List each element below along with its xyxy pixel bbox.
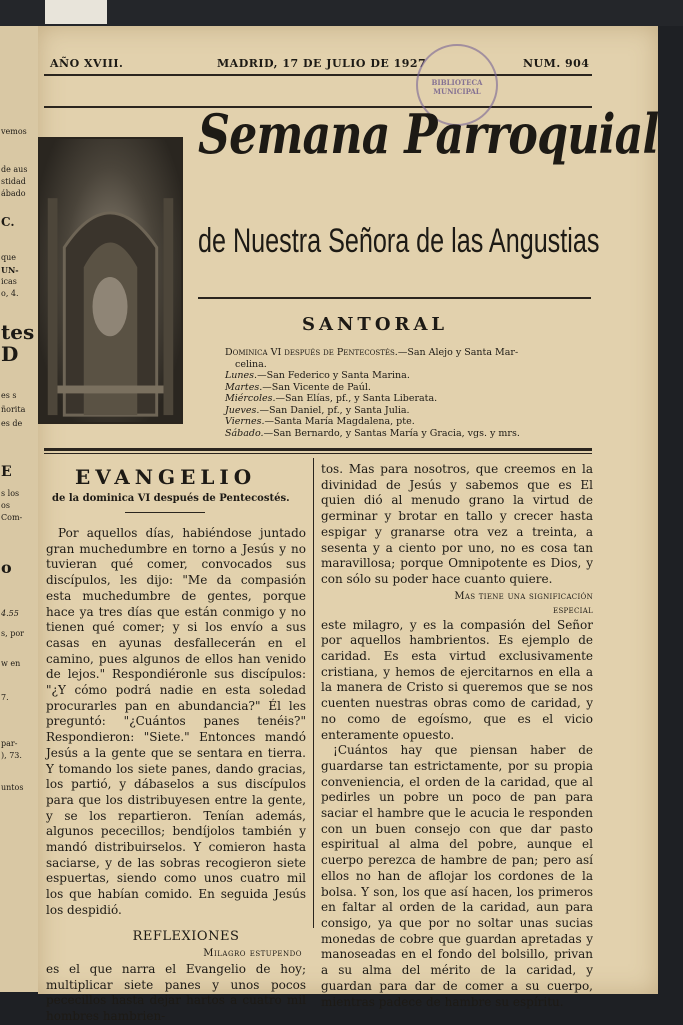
santoral-entry xyxy=(225,416,595,428)
santoral-day: Lunes. xyxy=(225,370,258,381)
right-paragraph-2: este milagro, y es la compasión del Señor por aquellos hambrientos. Es ejemplo de caridad. Es esta virtud exclusivamente cristiana, y hemos de ejercitarnos en ella a la manera de Cristo si queremos que se nos cuenten nuestras obras como de caridad, y no como de egoísmo, que es el vicio enteramente opuesto. xyxy=(321,617,593,742)
left-fragment: w en xyxy=(1,659,21,668)
left-fragment: untos xyxy=(1,783,24,792)
reflexiones-heading: REFLEXIONES xyxy=(132,928,240,944)
evangelio-subtitle: de la dominica VI después de Pentecostés. xyxy=(52,493,290,504)
section-divider xyxy=(44,448,592,451)
santoral-saints: —San Vicente de Paúl. xyxy=(262,381,371,393)
santoral-saints: —San Daniel, pf., y Santa Julia. xyxy=(259,404,410,416)
evangelio-subrule xyxy=(125,512,205,513)
right-paragraph-3: ¡Cuántos hay que piensan haber de guardarse tan estrictamente, por su propia conveniencia, el orden de la caridad, que al pedirles un pobre un poco de pan para saciar el hambre que le acucia le responden con un buen consejo con que dar pasto espiritual al alma del pobre, aunque el cuerpo perezca de hambre de pan; pero así ellos no han de aflojar los cordones de la bolsa. Y son, los que así hacen, los primeros en faltar al orden de la caridad, aun para consigo, ya que por no soltar unas sucias monedas de cobre que guardan apretadas y manoseadas en el fondo del bolsillo, privan a su alma del mérito de la caridad, y guardan para dar de comer a su cuerpo, mientras padece de hambre su espíritu. xyxy=(321,743,593,1009)
evangelio-title: EVANGELIO xyxy=(75,465,257,489)
santoral-day: Dominica VI después de Pentecostés. xyxy=(225,347,398,358)
issue-date: MADRID, 17 DE JULIO DE 1927 xyxy=(217,57,427,70)
issue-number: NUM. 904 xyxy=(523,57,590,70)
left-fragment: s los xyxy=(1,489,20,498)
santoral-day: Viernes. xyxy=(225,416,265,427)
milagro-text: es el que narra el Evangelio de hoy; multiplicar siete panes y unos pocos pececillos hasta dejar hartos a cuatro mil hombres hambrien- xyxy=(46,961,306,1024)
left-fragment: icas xyxy=(1,277,17,286)
masthead-rule xyxy=(198,297,591,299)
left-fragment: 7. xyxy=(1,693,9,702)
santoral-saints: —San Alejo y Santa Mar- xyxy=(397,347,519,358)
left-fragment: es s xyxy=(1,391,17,400)
issue-year: AÑO XVIII. xyxy=(50,57,124,70)
santoral-day: Sábado. xyxy=(225,427,264,439)
left-fragment: ñorita xyxy=(1,405,26,414)
left-fragment: stidad xyxy=(1,177,26,186)
santoral-entry xyxy=(225,382,595,394)
santoral-saints: —San Bernardo, y Santas María y Gracia, vgs. y mrs. xyxy=(263,427,520,439)
adjacent-page-edge xyxy=(0,26,40,992)
evangelio-body: Por aquellos días, habiéndose juntado gran muchedumbre en torno a Jesús y no tuvieran qué comer, convocados sus discípulos, les dijo: "Me da compasión esta muchedumbre de gentes, porque hace ya tres días que están conmigo y no tienen qué comer; y si los envío a sus casas en ayunas desfallecerán en el camino, pues algunos de ellos han venido de lejos." Respondiéronle sus discípulos: "¿Y cómo podrá nadie en esta soledad procurarles pan en abundancia?" Él les preguntó: "¿Cuántos panes tenéis?" Respondieron: "Siete." Entonces mandó Jesús a la gente que se sentara en tierra. Y tomando los siete panes, dando gracias, los partió, y dábaselos a sus discípulos para que los distribuyesen entre la gente, y se los repartieron. Tenían además, algunos pececillos; bendíjolos también y mandó distribuirselos. Y comieron hasta saciarse, y de las sobras recogieron siete espuertas, siendo como unos cuatro mil los que habían comido. En seguida Jesús los despidió. xyxy=(46,526,306,917)
left-fragment: ), 73. xyxy=(1,751,22,760)
left-fragment: D xyxy=(1,342,19,366)
santoral-saints: —San Federico y Santa Marina. xyxy=(257,370,410,381)
milagro-heading: Milagro estupendo xyxy=(203,948,302,960)
santoral-entry xyxy=(225,428,595,440)
santoral-entry xyxy=(225,370,595,382)
left-fragment: 4.55 xyxy=(1,609,19,618)
left-fragment: s, por xyxy=(1,629,24,638)
santoral-entry xyxy=(225,359,595,371)
santoral-day: Jueves. xyxy=(225,404,260,416)
church-altar-photo xyxy=(38,137,183,424)
page-tab xyxy=(45,0,107,24)
left-fragment: tes xyxy=(1,320,35,344)
right-paragraph-1: tos. Mas para nosotros, que creemos en la divinidad de Jesús y sabemos que es El quien dió al menudo grano la virtud de germinar y brotar en tallo y crecer hasta espigar y granarse otra vez a treinta, a sesenta y a ciento por uno, no es cosa tan maravillosa; porque Omnipotente es Dios, y con sólo su poder hace cuanto quiere. xyxy=(321,462,593,586)
santoral-entry xyxy=(225,393,595,405)
masthead-title: Semana Parroquial xyxy=(198,102,659,166)
left-fragment: ábado xyxy=(1,189,26,198)
left-fragment: es de xyxy=(1,419,23,428)
santoral-list xyxy=(225,347,595,439)
santoral-saints: —San Elías, pf., y Santa Liberata. xyxy=(275,393,438,404)
header-top-rule xyxy=(44,74,592,76)
santoral-entry xyxy=(225,405,595,417)
santoral-entry xyxy=(225,347,595,359)
santoral-saints: celina. xyxy=(235,358,267,370)
left-fragment: vemos xyxy=(1,127,27,136)
santoral-day: Martes. xyxy=(225,381,263,393)
masthead-subtitle: de Nuestra Señora de las Angustias xyxy=(198,222,600,260)
left-fragment: par- xyxy=(1,739,18,748)
left-fragment: os xyxy=(1,501,10,510)
left-fragment: E xyxy=(1,464,12,480)
left-fragment: o xyxy=(1,558,12,577)
evangelio-column xyxy=(46,526,306,1025)
significacion-heading: Mas tiene una significación especial xyxy=(454,590,593,616)
section-divider-thin xyxy=(44,453,592,454)
left-fragment: o, 4. xyxy=(1,289,19,298)
santoral-saints: —Santa María Magdalena, pte. xyxy=(264,416,415,427)
left-fragment: de aus xyxy=(1,165,28,174)
left-fragment: que xyxy=(1,253,17,262)
left-fragment: UN- xyxy=(1,265,19,275)
column-divider xyxy=(313,458,314,928)
santoral-heading: SANTORAL xyxy=(302,314,449,335)
santoral-day: Miércoles. xyxy=(225,393,276,404)
left-fragment: Com- xyxy=(1,513,23,522)
reflexiones-column xyxy=(321,462,593,1010)
left-fragment: C. xyxy=(1,215,15,229)
stamp-text: BIBLIOTECA MUNICIPAL xyxy=(431,78,483,96)
